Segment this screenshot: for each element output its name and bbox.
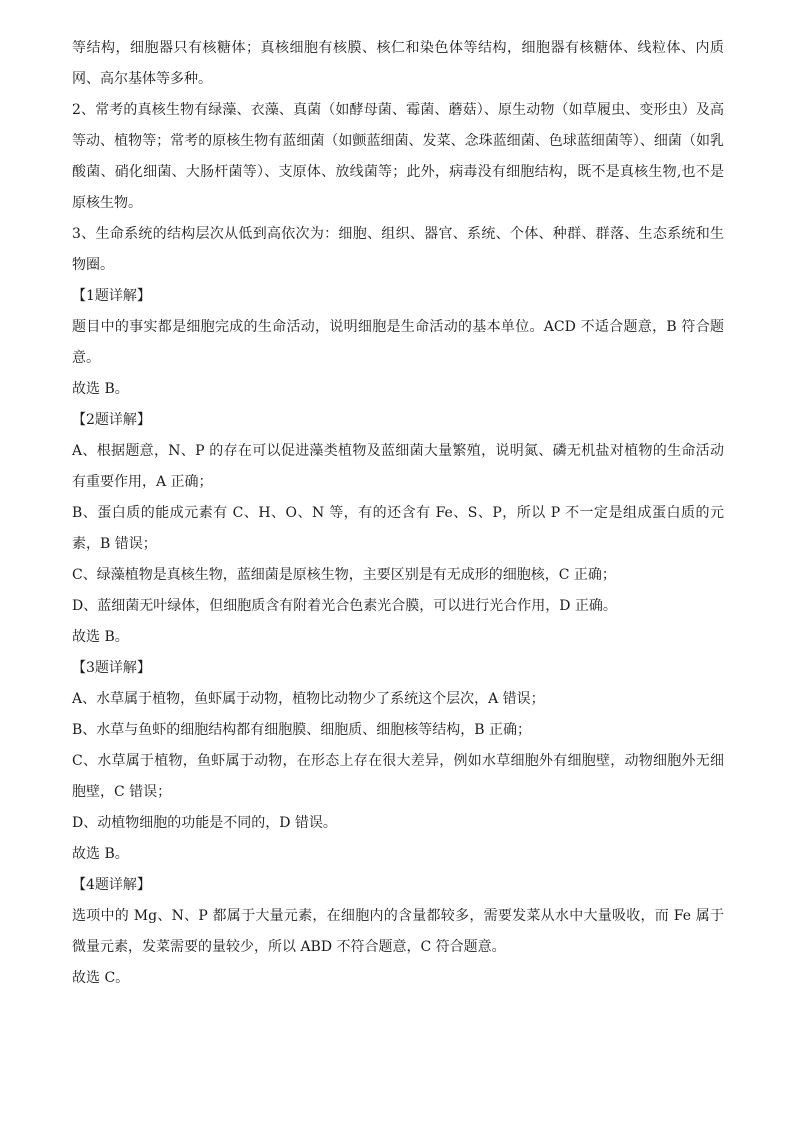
paragraph-q2-option-b: B、蛋白质的能成元素有 C、H、O、N 等，有的还含有 Fe、S、P，所以 P 不一定是组成蛋白质的元素，B 错误；	[72, 505, 724, 552]
paragraph-q2-option-c: C、绿藻植物是真核生物，蓝细菌是原核生物，主要区别是有无成形的细胞核，C 正确；	[72, 567, 616, 583]
paragraph-point-2: 2、常考的真核生物有绿藻、衣藻、真菌（如酵母菌、霉菌、蘑菇）、原生动物（如草履虫、变形虫）及高等动、植物等；常考的原核生物有蓝细菌（如颤蓝细菌、发菜、念珠蓝细菌、色球蓝细菌等）、细菌（如乳酸菌、硝化细菌、大肠杆菌等）、支原体、放线菌等；此外，病毒没有细胞结构，既不是真核生物,也不是原核生物。	[72, 102, 724, 211]
paragraph-q2-option-a: A、根据题意，N、P 的存在可以促进藻类植物及蓝细菌大量繁殖，说明氮、磷无机盐对植物的生命活动有重要作用，A 正确；	[72, 443, 724, 490]
paragraph-q1-explanation: 题目中的事实都是细胞完成的生命活动，说明细胞是生命活动的基本单位。ACD 不适合题意，B 符合题意。	[72, 319, 724, 366]
paragraph-q3-option-b: B、水草与鱼虾的细胞结构都有细胞膜、细胞质、细胞核等结构，B 正确；	[72, 722, 532, 738]
paragraph-q3-option-d: D、动植物细胞的功能是不同的，D 错误。	[72, 815, 337, 831]
answer-q2: 故选 B。	[72, 629, 129, 645]
paragraph-continuation: 等结构，细胞器只有核糖体；真核细胞有核膜、核仁和染色体等结构，细胞器有核糖体、线粒体、内质网、高尔基体等多种。	[72, 40, 724, 87]
paragraph-point-3: 3、生命系统的结构层次从低到高依次为：细胞、组织、器官、系统、个体、种群、群落、生态系统和生物圈。	[72, 226, 724, 273]
document-page	[72, 33, 724, 994]
paragraph-q3-option-a: A、水草属于植物，鱼虾属于动物，植物比动物少了系统这个层次，A 错误；	[72, 691, 545, 707]
answer-q3: 故选 B。	[72, 846, 129, 862]
paragraph-q2-option-d: D、蓝细菌无叶绿体，但细胞质含有附着光合色素光合膜，可以进行光合作用，D 正确。	[72, 598, 617, 614]
answer-q1: 故选 B。	[72, 381, 129, 397]
section-heading-q4: 【4题详解】	[72, 877, 151, 893]
section-heading-q2: 【2题详解】	[72, 412, 151, 428]
section-heading-q3: 【3题详解】	[72, 660, 151, 676]
answer-q4: 故选 C。	[72, 970, 130, 986]
paragraph-q3-option-c: C、水草属于植物，鱼虾属于动物，在形态上存在很大差异，例如水草细胞外有细胞壁，动物细胞外无细胞壁，C 错误；	[72, 753, 724, 800]
section-heading-q1: 【1题详解】	[72, 288, 151, 304]
paragraph-q4-explanation: 选项中的 Mg、N、P 都属于大量元素，在细胞内的含量都较多，需要发菜从水中大量吸收，而 Fe 属于微量元素，发菜需要的量较少，所以 ABD 不符合题意，C 符合题意。	[72, 908, 724, 955]
